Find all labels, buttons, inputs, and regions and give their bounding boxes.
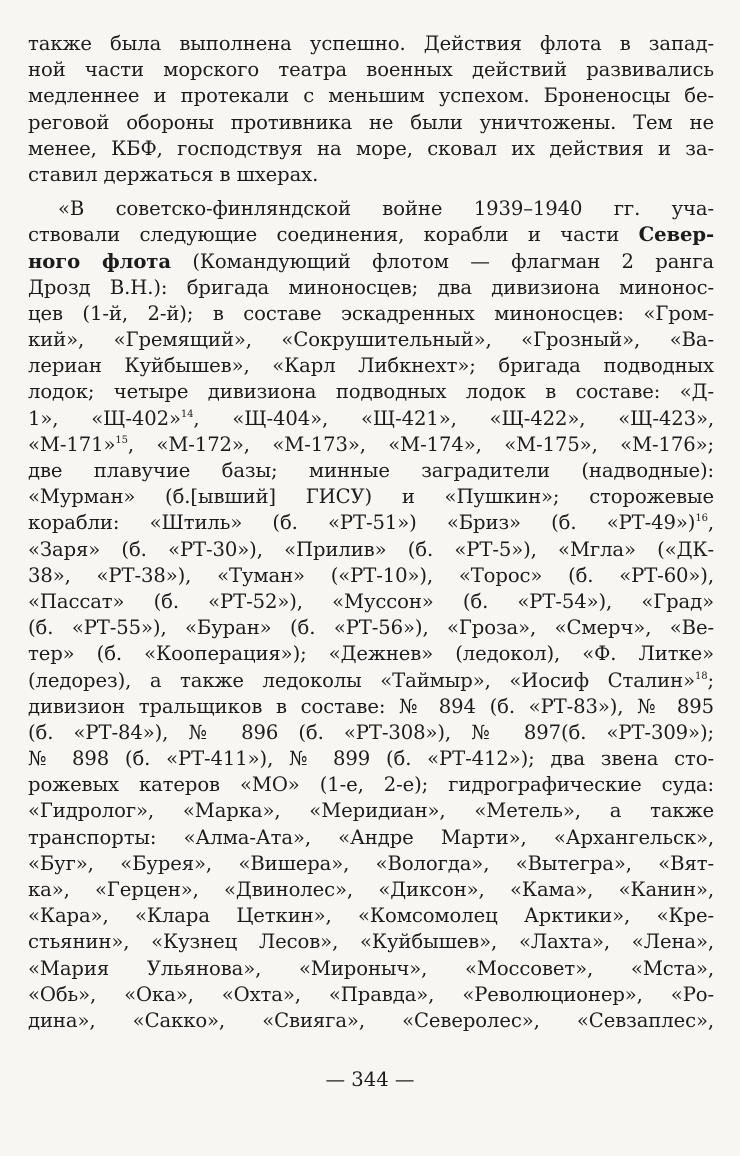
text-line: рожевых катеров «МО» (1-е, 2-е); гидрографические суда:	[28, 773, 714, 797]
text-line: ка», «Герцен», «Двинолес», «Диксон», «Кама», «Канин»,	[28, 878, 714, 901]
text-line: (ледорез), а также ледоколы «Таймыр», «Иосиф Сталин»$^{18}$;	[28, 668, 714, 692]
text-line: (б. «РТ-55»), «Буран» (б. «РТ-56»), «Гроза», «Смерч», «Ве-	[28, 616, 714, 640]
text-line: лодок; четыре дивизиона подводных лодок в составе: «Д-	[28, 380, 714, 404]
text-line: ного флота (Командующий флотом — флагман 2 ранга	[28, 249, 715, 273]
text-line: «Кара», «Клара Цеткин», «Комсомолец Арктики», «Кре-	[28, 904, 714, 928]
text-line: тер» (б. «Кооперация»); «Дежнев» (ледокол), «Ф. Литке»	[28, 642, 714, 666]
text-line: «М-171»$^{15}$, «М-172», «М-173», «М-174», «М-175», «М-176»;	[28, 432, 714, 456]
text-line: реговой обороны противника не были уничтожены. Тем не	[28, 110, 714, 134]
text-line: корабли: «Штиль» (б. «РТ-51») «Бриз» (б. «РТ-49»)$^{16}$,	[28, 511, 714, 535]
text-line: ствовали следующие соединения, корабли и части Север-	[28, 223, 714, 247]
text-line: менее, КБФ, господствуя на море, сковал их действия и за-	[28, 136, 714, 160]
footnote-ref: 14	[180, 408, 194, 420]
text-line: 38», «РТ-38»), «Туман» («РТ-10»), «Торос» (б. «РТ-60»),	[28, 563, 714, 587]
text-line: «Заря» (б. «РТ-30»), «Прилив» (б. «РТ-5»), «Мгла» («ДК-	[28, 537, 714, 561]
text-line: «В советско-финляндской войне 1939–1940 гг. уча-	[58, 197, 714, 221]
bold-text: ного флота	[28, 249, 171, 273]
footnote-ref: 15	[115, 434, 128, 446]
text-line: медленнее и протекали с меньшим успехом. Броненосцы бе-	[28, 84, 714, 108]
bold-text: Север-	[638, 223, 714, 247]
text-line: «Обь», «Ока», «Охта», «Правда», «Революционер», «Ро-	[28, 982, 714, 1006]
page-number: — 344 —	[325, 1068, 415, 1091]
text-line: также была выполнена успешно. Действия флота в запад-	[28, 32, 714, 55]
text-line: «Гидролог», «Марка», «Меридиан», «Метель», а также	[28, 799, 714, 823]
text-line: «Мария Ульянова», «Мироныч», «Моссовет», «Мста»,	[28, 956, 714, 980]
footnote-ref: 18	[694, 670, 708, 682]
text-line: (б. «РТ-84»), № 896 (б. «РТ-308»), № 897(б. «РТ-309»);	[28, 720, 714, 744]
text-line: «Пассат» (б. «РТ-52»), «Муссон» (б. «РТ-54»), «Град»	[28, 589, 714, 613]
footnote-ref: 16	[695, 513, 708, 525]
text-line: цев (1-й, 2-й); в составе эскадренных миноносцев: «Гром-	[28, 301, 714, 325]
text-line: две плавучие базы; минные заградители (надводные):	[28, 459, 714, 482]
text-line: транспорты: «Алма-Ата», «Андре Марти», «Архангельск»,	[28, 825, 714, 849]
text-line: ставил держаться в шхерах.	[28, 162, 319, 186]
text-line: дивизион тральщиков в составе: № 894 (б. «РТ-83»), № 895	[28, 694, 714, 718]
text-line: «Буг», «Бурея», «Вишера», «Вологда», «Вытегра», «Вят-	[28, 851, 714, 875]
text-line: Дрозд В.Н.): бригада миноносцев; два дивизиона минонос-	[28, 275, 714, 299]
text-line: лериан Куйбышев», «Карл Либкнехт»; бригада подводных	[28, 354, 714, 378]
text-line: стьянин», «Кузнец Лесов», «Куйбышев», «Лахта», «Лена»,	[28, 930, 714, 954]
text-line: 1», «Щ-402»$^{14}$, «Щ-404», «Щ-421», «Щ-422», «Щ-423»,	[28, 406, 714, 430]
text-line: кий», «Гремящий», «Сокрушительный», «Грозный», «Ва-	[28, 328, 714, 352]
main-text	[28, 31, 714, 1034]
text-line: «Мурман» (б.[ывший] ГИСУ) и «Пушкин»; сторожевые	[28, 485, 714, 509]
text-line: ной части морского театра военных действий развивались	[28, 58, 714, 82]
text-line: № 898 (б. «РТ-411»), № 899 (б. «РТ-412»); два звена сто-	[28, 747, 714, 771]
text-line: дина», «Сакко», «Свияга», «Северолес», «Севзаплес»,	[28, 1008, 714, 1032]
